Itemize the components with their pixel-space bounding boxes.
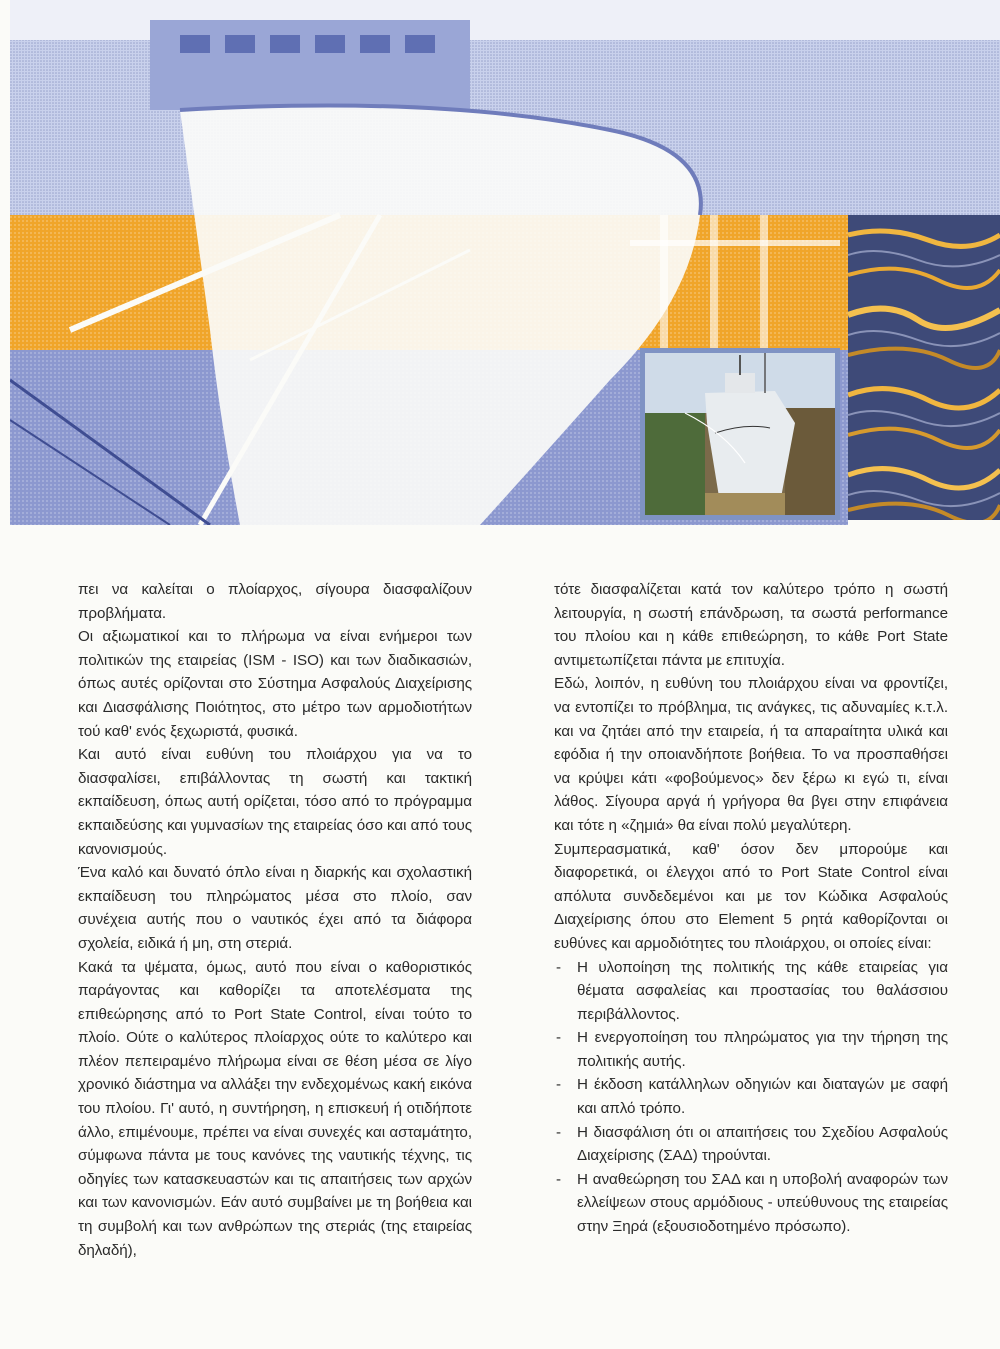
article-body — [78, 578, 948, 1262]
water-graphic — [848, 215, 1000, 520]
paragraph: Συμπερασματικά, καθ' όσον δεν μπορούμε και διαφορετικά, οι έλεγχοι από το Port State Control είναι απόλυτα συνδεδεμένοι και με τον Κώδικα Ασφαλούς Διαχείρισης όπου στο Element 5 ρητά καθορίζονται οι ευθύνες και αρμοδιότητες του πλοιάρχου, οι οποίες είναι: — [554, 840, 948, 952]
right-column — [554, 578, 948, 1262]
list-item: - Η ενεργοποίηση του πληρώματος για την τήρηση της πολιτικής αυτής. — [554, 1026, 948, 1073]
paragraph: πει να καλείται ο πλοίαρχος, σίγουρα διασφαλίζουν προβλήματα. — [78, 581, 472, 622]
inset-ship-graphic — [645, 353, 835, 515]
left-column — [78, 578, 472, 1262]
list-item: - Η αναθεώρηση του ΣΑΔ και η υποβολή αναφορών των ελλείψεων στους αρμόδιους - υπεύθυνους της εταιρείας στην Ξηρά (εξουσιοδοτημένο πρόσωπο). — [554, 1168, 948, 1239]
paragraph: Και αυτό είναι ευθύνη του πλοιάρχου για να το διασφαλίσει, επιβάλλοντας τη σωστή και τακτική εκπαίδευση, όπως αυτή ορίζεται, τόσο από το πρόγραμμα εκπαιδεύσης και γυμνασίων της εταιρείας όσο και από τους κανονισμούς. — [78, 746, 472, 858]
paragraph: τότε διασφαλίζεται κατά τον καλύτερο τρόπο η σωστή λειτουργία, η σωστή επάνδρωση, τα σωστά performance του πλοίου και η κάθε επιθεώρηση, το κάθε Port State αντιμετωπίζεται πάντα με επιτυχία. — [554, 581, 948, 669]
water-photo — [848, 215, 1000, 520]
paragraph: Κακά τα ψέματα, όμως, αυτό που είναι ο καθοριστικός παράγοντας και καθορίζει τα αποτελέσματα της επιθεώρησης από το Port State Control, είναι τούτο το πλοίο. Ούτε ο καλύτερος πλοίαρχος ούτε το καλύτερο και πλέον πεπειραμένο πλήρωμα είναι σε θέση μέσα σε λίγο χρονικό διάστημα να αλλάξει την ενδεχομένως κακή εικόνα του πλοίου. Γι' αυτό, η συντήρηση, η επισκευή ή οτιδήποτε άλλο, επιμένουμε, πρέπει να είναι συνεχές και ασταμάτητο, σύμφωνα πάντα με τους κανόνες της ναυτικής τέχνης, τις οδηγίες των κατασκευαστών και τις απαιτήσεις των αρχών και των κανονισμών. Εάν αυτό συμβαίνει με τη βοήθεια και τη συμβολή και των ανθρώπων της στεριάς (της εταιρείας δηλαδή), — [78, 958, 472, 1259]
paragraph: Εδώ, λοιπόν, η ευθύνη του πλοιάρχου είναι να φροντίζει, να εντοπίζει το πρόβλημα, τις ανάγκες, τις αδυναμίες κ.τ.λ. και να ζητάει από την εταιρεία, ή τα απαραίτητα υλικά και εφόδια ή την οποιανδήποτε βοήθεια. Το να προσπαθήσει να κρύψει κάτι «φοβούμενος» δεν ξέρω κι εγώ τι, είναι λάθος. Σίγουρα αργά ή γρήγορα θα βγει στην επιφάνεια και τότε η «ζημιά» θα είναι πολύ μεγαλύτερη. — [554, 675, 948, 834]
responsibilities-list — [554, 956, 948, 1239]
list-item: - Η διασφάλιση ότι οι απαιτήσεις του Σχεδίου Ασφαλούς Διαχείρισης (ΣΑΔ) τηρούνται. — [554, 1121, 948, 1168]
list-item: - Η υλοποίηση της πολιτικής της κάθε εταιρείας για θέματα ασφαλείας και προστασίας του θαλάσσιου περιβάλλοντος. — [554, 956, 948, 1027]
paragraph: Ένα καλό και δυνατό όπλο είναι η διαρκής και σχολαστική εκπαίδευση του πληρώματος μέσα στο πλοίο, σαν συνέχεια αυτής που ο ναυτικός έχει από τα διάφορα σχολεία, ειδικά ή μη, στη στεριά. — [78, 864, 472, 952]
paragraph: Οι αξιωματικοί και το πλήρωμα να είναι ενήμεροι των πολιτικών της εταιρείας (ISM - ISO) και των διαδικασιών, όπως αυτές ορίζονται στο Σύστημα Ασφαλούς Διαχείρισης και Διασφάλισης Ποιότητος, στο μέτρο των αρμοδιοτήτων τού καθ' ενός ξεχωριστά, φυσικά. — [78, 628, 472, 740]
inset-photo — [640, 348, 840, 520]
list-item: - Η έκδοση κατάλληλων οδηγιών και διαταγών με σαφή και απλό τρόπο. — [554, 1073, 948, 1120]
